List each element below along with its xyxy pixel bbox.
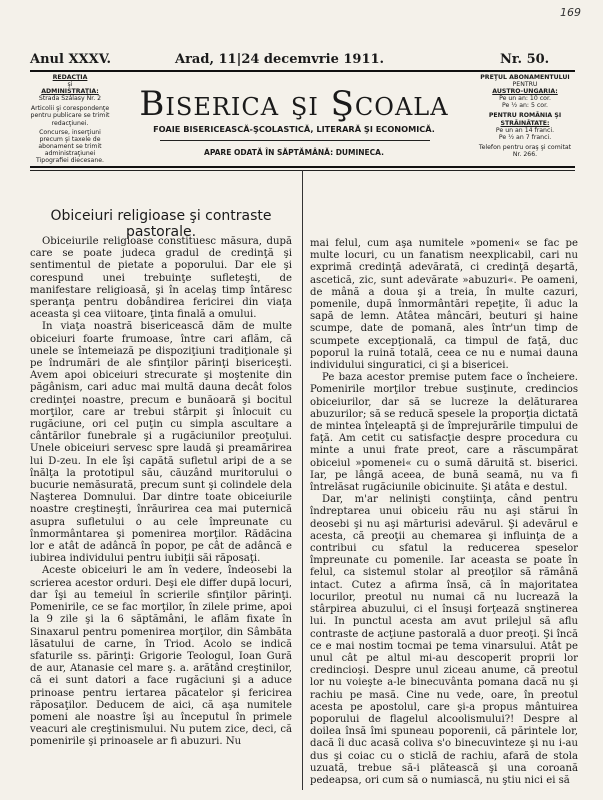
- price-box: [475, 74, 575, 158]
- editorial-box: [30, 74, 110, 164]
- editorial-address: Strada Szálasy Nr. 2: [38, 95, 102, 103]
- header-bottom-rule: [30, 166, 575, 168]
- editorial-and: şi: [67, 81, 73, 89]
- editorial-note-subscriptions: Concurse, inserţiuni precum şi taxele de abonament se trimit administraţiunei Tipografiei diecesane.: [35, 128, 105, 165]
- left-column: [30, 236, 292, 749]
- editorial-note-articles: Articolii şi corespondenţe pentru publicare se trimit redacţiunei.: [30, 105, 110, 127]
- paragraph: Aceste obiceiuri le am în vedere, îndeosebi la scrierea acestor orduri. Deşi ele differ după locuri, dar îşi au temeiul în scrierile sfinţilor părinţi. Pomenirile, ce se fac morţilor, în zilele prime, apoi la 9 zile şi la 6 săptămâni, le aflăm fixate în Sinaxarul pentru pomenirea morţilor, din Sâmbăta lăsatului de carne, în Triod. Acolo se indică sfaturile ss. părinţi: Grigorie Teologul, Ioan Gură de aur, Atanasie cel mare ş. a. arătând creştinilor, că ei sunt datori a face rugăciuni şi a aduce prinoase pentru iertarea păcatelor şi fericirea răposaţilor. Deducem de aici, că aşa numitele pomeni ale noastre îşi au începutul în primele veacuri ale creştinismului. Nu putem zice, deci, că pomenirile şi prinoasele ar fi abuzuri. Nu: [30, 565, 292, 748]
- telephone-note: Telefon pentru oraş şi comitat Nr. 266.: [478, 143, 572, 158]
- article-title: Obiceiuri religioase şi contraste pastorale.: [50, 208, 272, 240]
- issue-line: [30, 52, 575, 68]
- price-title: PREŢUL ABONAMENTULUI: [480, 74, 570, 81]
- masthead-title: Biserica şi Şcoala: [139, 84, 449, 124]
- right-column: [310, 238, 578, 787]
- paragraph: Pe baza acestor premise putem face o încheiere. Pomenirile morţilor trebue susţinute, credincios obiceiurilor, dar să se lucreze la delăturarea abuzurilor; să se reducă spesele la proporţia dictată de mintea înţeleaptă şi de împrejurările timpului de faţă. Am cetit cu satisfacţie despre procedura cu minte a unui frate preot, care a răscumpărat obiceiul »pomenei« cu o sumă dăruită st. biserici. Iar, pe lângă aceea, de bună seamă, nu va fi întrelăsat rugăciunile obicinuite. Şi atâta e destul.: [310, 372, 578, 494]
- price-region-abroad: STRĂINĂTATE:: [500, 119, 550, 127]
- place-date: Arad, 11|24 decemvrie 1911.: [175, 52, 385, 67]
- masthead-subtitle: FOAIE BISERICEASCĂ-ŞCOLASTICĂ, LITERARĂ ŞI ECONOMICĂ.: [153, 124, 435, 134]
- editorial-title: REDACŢIA: [52, 74, 88, 81]
- paragraph: mai felul, cum aşa numitele »pomeni« se fac pe multe locuri, cu un fanatism neexplicabil, cari nu exprimă credinţă adevărată, ci credinţă deşartă, ascetică, zic, sunt adevărate »abuzuri«. Pe oameni, de mână a doua şi a treia, în multe cazuri, pomenile, după înmormântări repeţite, îi aduc la sapă de lemn. Atâtea mâncări, beuturi şi haine scumpe, date de pomană, ales într'un timp de scumpete excepţională, ca timpul de faţă, duc poporul la ruină totală, ceea ce nu e numai dauna individului singuratici, ci şi a bisericei.: [310, 238, 578, 372]
- price-abroad-half: Pe ½ an 7 franci.: [498, 133, 552, 141]
- price-region-austria: AUSTRO-UNGARIA:: [492, 88, 558, 96]
- issue-number: Nr. 50.: [500, 52, 550, 67]
- page-number: 169: [560, 6, 581, 19]
- price-abroad-year: Pe un an 14 franci.: [495, 126, 555, 134]
- subtitle-rule: [160, 140, 430, 141]
- price-region-romania: PENTRU ROMÂNIA ŞI: [488, 112, 562, 120]
- price-austria-year: Pe un an: 10 cor.: [499, 95, 551, 103]
- paragraph: Obiceiurile religioase constituesc măsura, după care se poate judeca gradul de credinţă şi sentimentul de pietate a poporului. Dar ele şi corespund unei trebuinţe sufleteşti, de manifestare religioasă, şi în acelaş timp întăresc speranţa pentru dobândirea fericirei din viaţa aceasta şi cea viitoare, ţinta finală a omului.: [30, 236, 292, 321]
- price-austria-half: Pe ½ an: 5 cor.: [501, 102, 549, 110]
- administration-title: ADMINISTRAŢIA:: [41, 88, 99, 96]
- paragraph: In viaţa noastră bisericească dăm de multe obiceiuri foarte frumoase, între cari aflăm, că unele se întemeiază pe dispoziţiuni tradiţionale şi pe îndrumări de ale sfinţilor părinţi bisericeşti. Avem apoi obiceiuri strecurate şi moştenite din păgânism, cari aduc mai multă dauna decât folos credinţei noastre, precum e bunăoară şi bocitul morţilor, care ar trebui stârpit şi înlocuit cu rugăciune, ori cel puţin cu simpla ascultare a cântărilor funebrale şi a rugăciunilor preoţului. Unele obiceiuri servesc spre laudă şi preamărirea lui D-zeu. In ele îşi capătă sufletul aripi de a se înălţa la prototipul său, căuzând muritorului o bucurie nemăsurată, precum sunt şi colindele dela Naşterea Domnului. Dar dintre toate obiceiurile noastre creştineşti, înrăurirea cea mai puternică asupra sufletului o au cele împreunate cu înmormântarea şi pomenirea morţilor. Rădăcina lor e atât de adâncă în popor, pe cât de adâncă e iubirea individului pentru iubiţii săi răposaţi.: [30, 321, 292, 565]
- top-rule: [30, 70, 575, 72]
- masthead-frequency: APARE ODATĂ ÎN SĂPTĂMÂNĂ: DUMINECA.: [204, 148, 384, 157]
- column-divider: [302, 170, 303, 790]
- price-for: PENTRU: [512, 81, 538, 89]
- paragraph: Dar, m'ar nelinişti conştiinţa, când pentru îndreptarea unui obiceiu rău nu aşi stărui în deosebi şi nu aşi mărturisi adevărul. Şi adevărul e acesta, că preoţii au chemarea şi influinţa de a contribui cu sfatul la reducerea speselor împreunate cu pomenile. Iar aceasta se poate în felul, ca sistemul stolar al preoţilor să rămână intact. Cutez a afirma însă, că în majoritatea locurilor, preotul nu numai că nu lucrează la stârpirea abuzului, ci el însuşi forţează snştinerea lui. In punctul acesta am avut prilejul să aflu contraste de acţiune pastorală a duor preoţi. Şi încă ce e mai nostim tocmai pe tema vinarsului. Atât pe unul cât pe altul mi-au descoperit proprii lor credincioşi. Despre unul ziceau anume, că preotul lor nu voieşte a-le binecuvânta pomana dacă nu şi rachiu pe masă. Cine nu vede, oare, în preotul acesta pe apostolul, care şi-a propus mântuirea poporului de flagelul alcoolismului?! Despre al doilea însă îmi spuneau poporenii, că părintele lor, dacă îi duc acasă coliva s'o binecuvinteze şi nu i-au dus şi coiac cu o sticlă de rachiu, afară de stola uzuată, trebue să-i plătească şi una coroană pedeapsa, ori cum să o numiască, nu ştiu nici ei să: [310, 494, 578, 786]
- year-label: Anul XXXV.: [30, 52, 112, 67]
